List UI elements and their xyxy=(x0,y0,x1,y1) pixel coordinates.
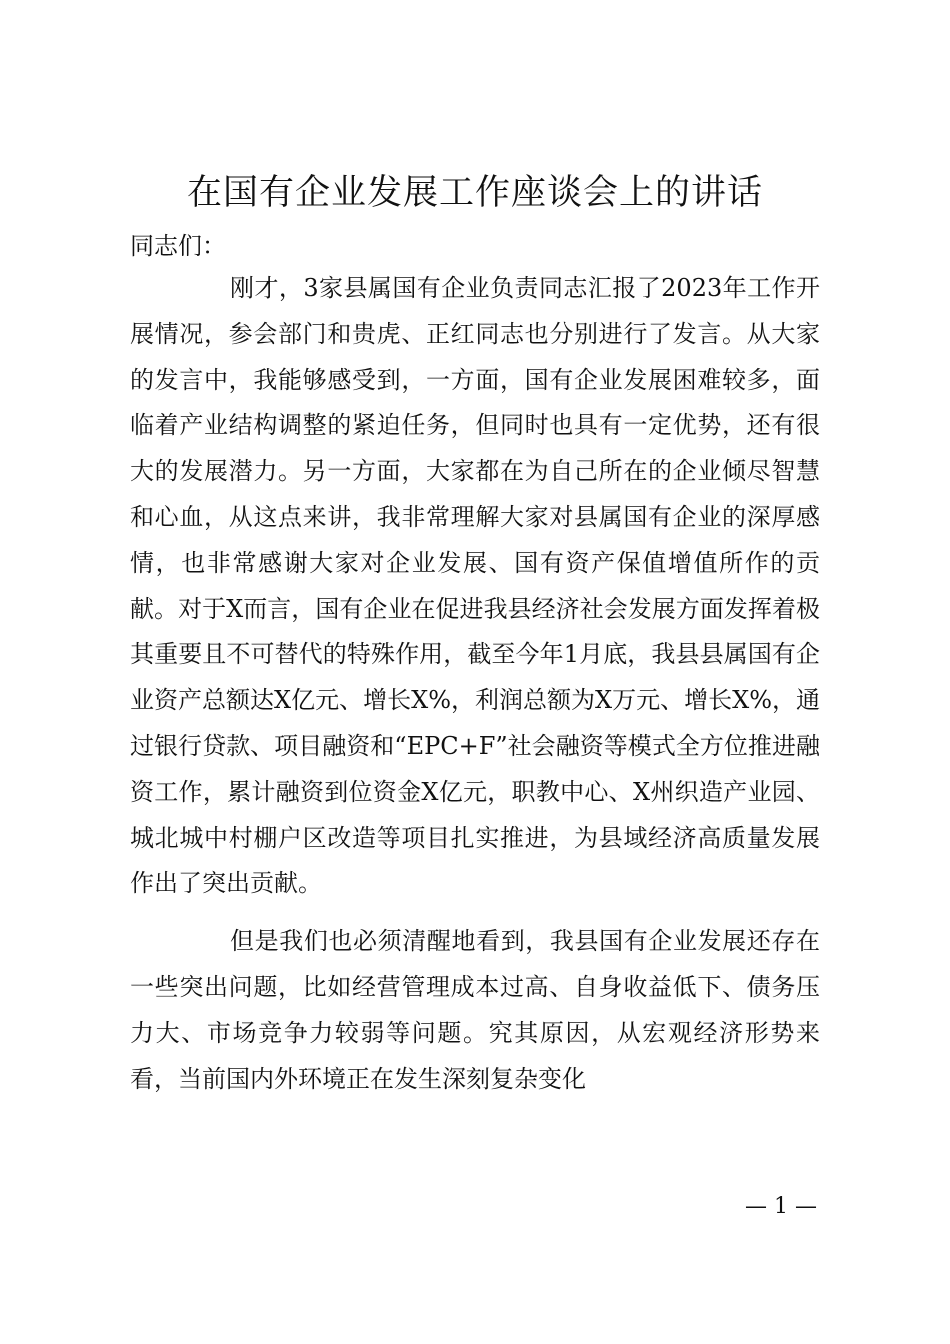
paragraph-2: 但是我们也必须清醒地看到，我县国有企业发展还存在一些突出问题，比如经营管理成本过高、自身收益低下、债务压力大、市场竞争力较弱等问题。究其原因，从宏观经济形势来看，当前国内外环境正在发生深刻复杂变化 xyxy=(130,927,820,1093)
page-number: — 1 — xyxy=(745,1194,817,1219)
document-title: 在国有企业发展工作座谈会上的讲话 xyxy=(186,173,763,213)
paragraph-1: 刚才，3家县属国有企业负责同志汇报了2023年工作开展情况，参会部门和贵虎、正红同志也分别进行了发言。从大家的发言中，我能够感受到，一方面，国有企业发展困难较多，面临着产业结构调整的紧迫任务，但同时也具有一定优势，还有很大的发展潜力。另一方面，大家都在为自己所在的企业倾尽智慧和心血，从这点来讲，我非常理解大家对县属国有企业的深厚感情，也非常感谢大家对企业发展、国有资产保值增值所作的贡献。对于X而言，国有企业在促进我县经济社会发展方面发挥着极其重要且不可替代的特殊作用，截至今年1月底，我县县属国有企业资产总额达X亿元、增长X%，利润总额为X万元、增长X%，通过银行贷款、项目融资和“EPC+F”社会融资等模式全方位推进融资工作，累计融资到位资金X亿元，职教中心、X州织造产业园、城北城中村棚户区改造等项目扎实推进，为县域经济高质量发展作出了突出贡献。 xyxy=(130,274,820,898)
salutation: 同志们： xyxy=(130,232,226,260)
document-body xyxy=(130,266,820,1114)
